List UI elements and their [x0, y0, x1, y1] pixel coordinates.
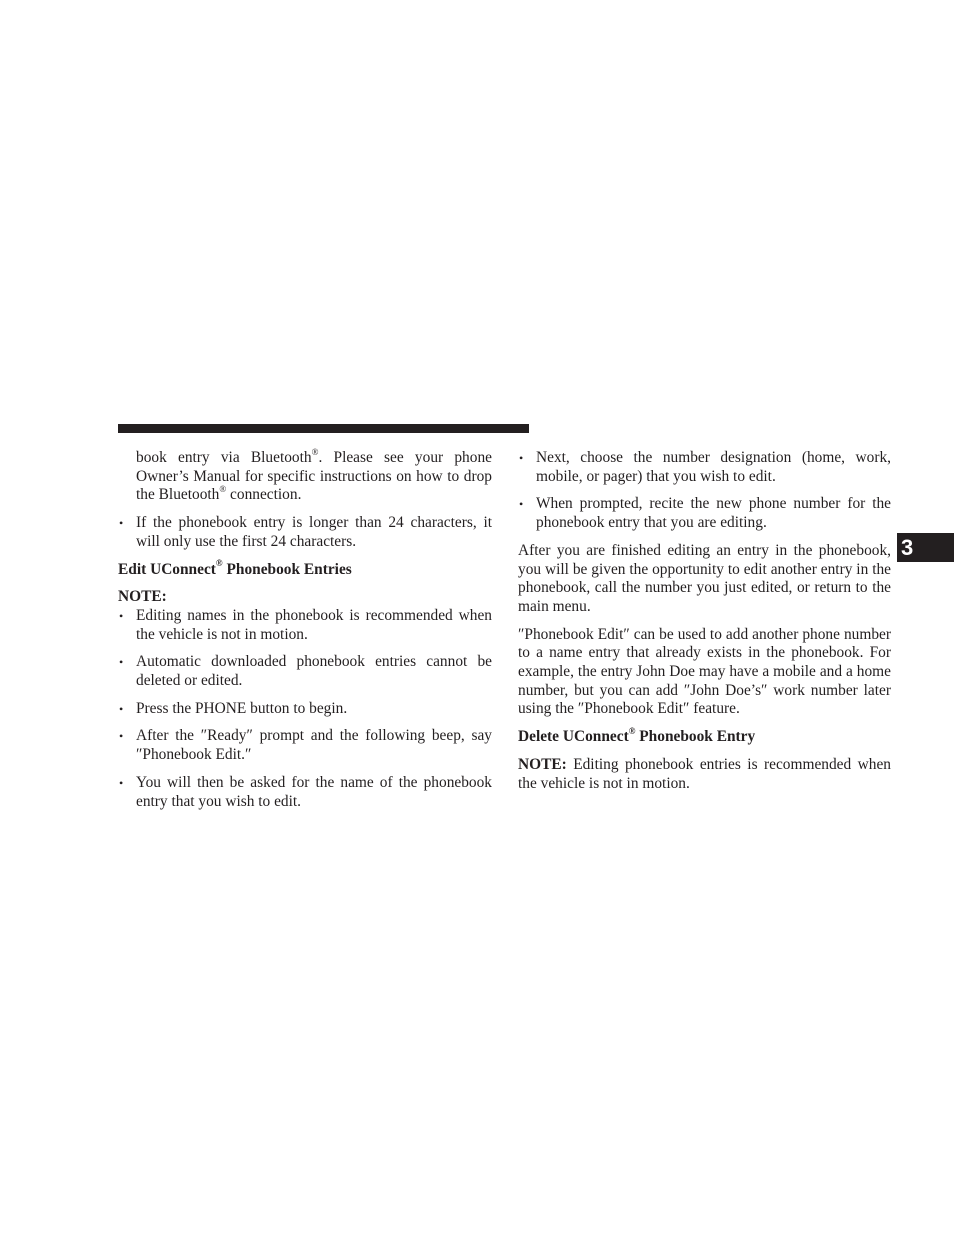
- right-column: [518, 449, 891, 802]
- section-rule: [118, 424, 529, 433]
- list-item: • Editing names in the phonebook is recommended when the vehicle is not in motion.: [119, 606, 492, 643]
- bullet-icon: •: [119, 701, 124, 716]
- list-item: • Next, choose the number designation (home, work, mobile, or pager) that you wish to edit.: [519, 449, 891, 485]
- list-item: • Automatic downloaded phonebook entries cannot be deleted or edited.: [119, 653, 492, 690]
- list-item: • After the ″Ready″ prompt and the following beep, say ″Phonebook Edit.″: [119, 727, 492, 764]
- bullet-icon: •: [119, 655, 124, 670]
- section-tab: 3: [897, 533, 954, 562]
- bullet-icon: •: [519, 497, 524, 512]
- left-column: [118, 446, 492, 820]
- list-item: • You will then be asked for the name of the phonebook entry that you wish to edit.: [119, 773, 492, 810]
- list-item: • Press the PHONE button to begin.: [119, 699, 348, 717]
- paragraph: After you are finished editing an entry in the phonebook, you will be given the opportunity to edit another entry in the phonebook, call the number you just edited, or return to the main menu.: [518, 541, 891, 615]
- section-heading-edit: Edit UConnect® Phonebook Entries: [118, 558, 352, 578]
- note-paragraph: NOTE: Editing phonebook entries is recommended when the vehicle is not in motion.: [518, 755, 891, 792]
- section-heading-delete: Delete UConnect® Phonebook Entry: [518, 726, 756, 746]
- list-item: • If the phonebook entry is longer than 24 characters, it will only use the first 24 characters.: [119, 514, 492, 550]
- bullet-icon: •: [119, 608, 124, 623]
- paragraph: ″Phonebook Edit″ can be used to add another phone number to a name entry that already exists in the phonebook. For example, the entry John Doe may have a mobile and a home number, but you can add ″John Doe’s″ work number later using the ″Phonebook Edit″ feature.: [518, 625, 891, 718]
- continued-bullet-text: book entry via Bluetooth®. Please see your phone Owner’s Manual for specific instructions on how to drop the Bluetooth® connection.: [136, 446, 492, 504]
- bullet-icon: •: [519, 451, 524, 465]
- note-label: NOTE:: [118, 588, 167, 606]
- list-item: • When prompted, recite the new phone number for the phonebook entry that you are editing.: [519, 495, 891, 532]
- bullet-icon: •: [119, 516, 124, 531]
- note-label: NOTE:: [518, 755, 567, 773]
- bullet-icon: •: [119, 729, 124, 744]
- bullet-icon: •: [119, 775, 124, 790]
